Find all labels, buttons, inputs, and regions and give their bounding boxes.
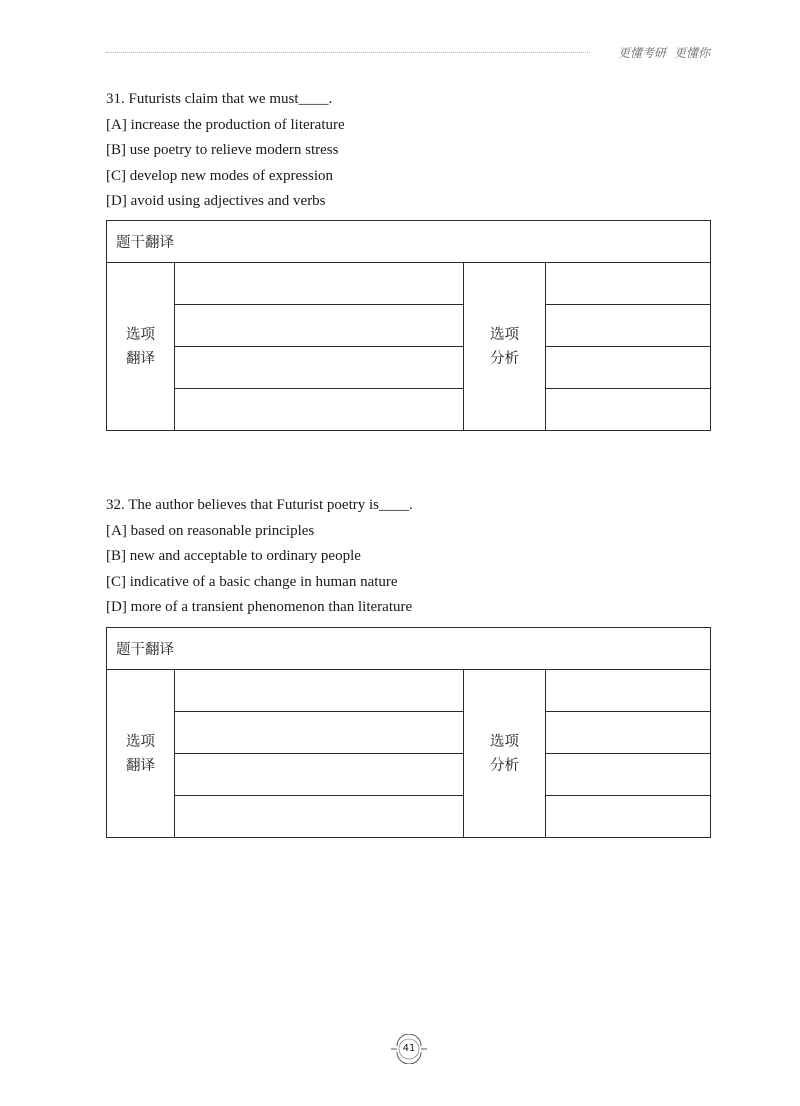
analysis-blank-1[interactable] [546, 670, 711, 712]
translation-blank-1[interactable] [175, 263, 464, 305]
translation-blank-2[interactable] [175, 712, 464, 754]
question-stem: 32. The author believes that Futurist poetry is____. [106, 497, 413, 513]
translation-blank-3[interactable] [175, 754, 464, 796]
stem-translation-row [107, 221, 711, 263]
option-translation-label-line2: 翻译 [126, 757, 155, 774]
option-translation-label-line1: 选项 [126, 326, 155, 343]
stem-translation-label: 题干翻译 [116, 235, 174, 251]
option-b: [B] new and acceptable to ordinary people [106, 548, 361, 564]
header-divider [106, 52, 590, 53]
analysis-blank-4[interactable] [546, 389, 711, 431]
translation-blank-2[interactable] [175, 305, 464, 347]
header-slogan-part-1: 更懂考研 [617, 46, 666, 60]
header-slogan [618, 44, 710, 61]
option-d: [D] more of a transient phenomenon than literature [106, 599, 413, 615]
header-slogan-part-2: 更懂你 [673, 46, 710, 60]
option-a: [A] based on reasonable principles [106, 522, 315, 539]
option-analysis-label [464, 670, 546, 838]
analysis-blank-4[interactable] [546, 796, 711, 838]
option-a: [A] increase the production of literature [106, 116, 345, 133]
option-analysis-label-line1: 选项 [490, 326, 519, 343]
answer-table-32 [106, 627, 711, 838]
analysis-blank-3[interactable] [546, 347, 711, 389]
option-translation-label-line1: 选项 [126, 733, 155, 750]
stem-translation-row [107, 628, 711, 670]
option-analysis-label [464, 263, 546, 431]
option-analysis-label-line2: 分析 [490, 757, 519, 774]
option-c: [C] indicative of a basic change in human nature [106, 573, 398, 590]
analysis-blank-2[interactable] [546, 305, 711, 347]
translation-blank-4[interactable] [175, 796, 464, 838]
option-translation-label [107, 263, 175, 431]
option-c: [C] develop new modes of expression [106, 167, 334, 184]
analysis-blank-3[interactable] [546, 754, 711, 796]
question-stem: 31. Futurists claim that we must____. [106, 91, 333, 107]
option-d: [D] avoid using adjectives and verbs [106, 193, 326, 209]
answer-table-31 [106, 220, 711, 431]
question-32 [106, 493, 710, 621]
stem-translation-label: 题干翻译 [116, 642, 174, 658]
option-analysis-label-line2: 分析 [490, 350, 519, 367]
option-translation-label [107, 670, 175, 838]
option-analysis-label-line1: 选项 [490, 733, 519, 750]
analysis-blank-2[interactable] [546, 712, 711, 754]
translation-blank-1[interactable] [175, 670, 464, 712]
analysis-blank-1[interactable] [546, 263, 711, 305]
translation-blank-3[interactable] [175, 347, 464, 389]
option-b: [B] use poetry to relieve modern stress [106, 142, 339, 158]
page-number: 41 [402, 1043, 416, 1054]
translation-blank-4[interactable] [175, 389, 464, 431]
question-31 [106, 87, 710, 215]
option-translation-label-line2: 翻译 [126, 350, 155, 367]
